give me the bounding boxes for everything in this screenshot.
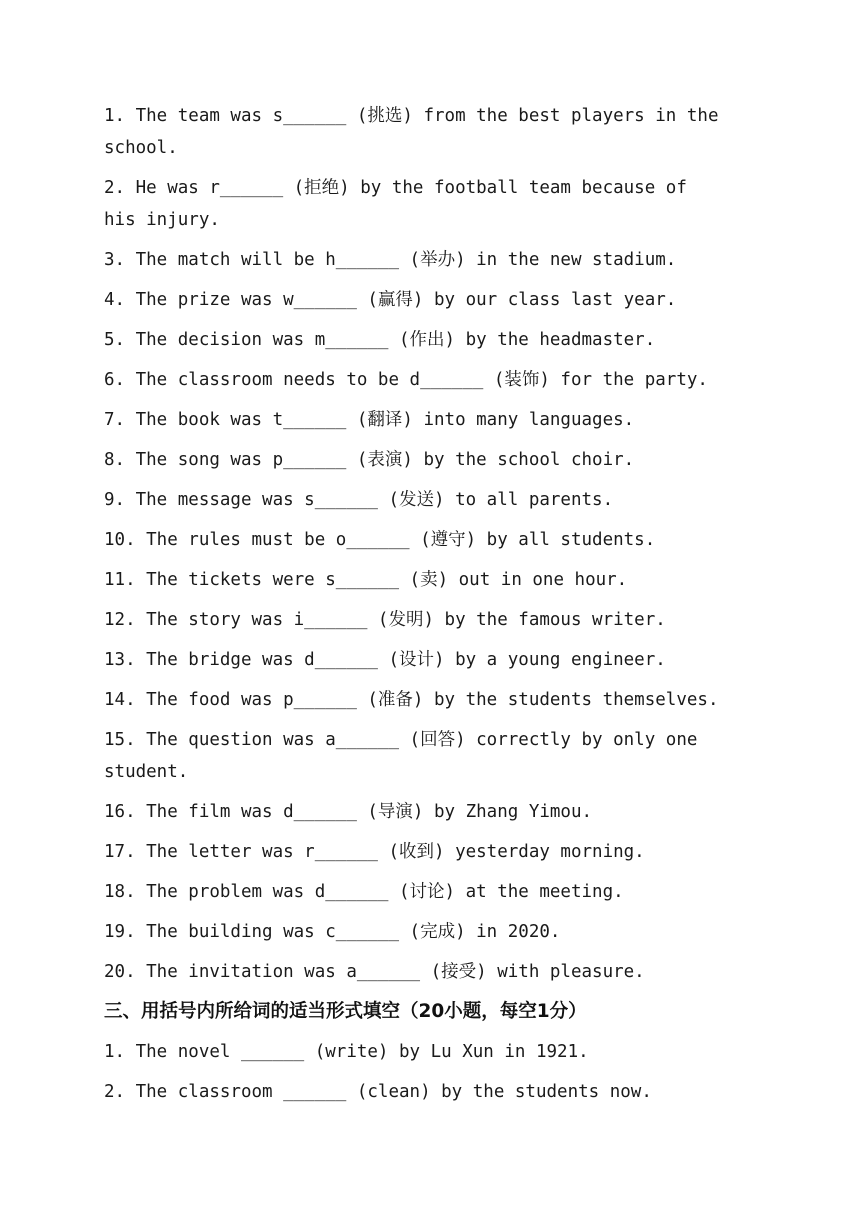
question-item: 13. The bridge was d______ (设计) by a young engineer. bbox=[104, 650, 666, 670]
question-item: 2. The classroom ______ (clean) by the students now. bbox=[104, 1082, 652, 1102]
question-item: 11. The tickets were s______ (卖) out in one hour. bbox=[104, 570, 628, 590]
section-heading: 三、用括号内所给词的适当形式填空（20小题，每空1分） bbox=[104, 1001, 587, 1022]
question-item: 15. The question was a______ (回答) correctly by only one student. bbox=[104, 730, 698, 782]
part2-question-list bbox=[104, 100, 724, 988]
question-item: 19. The building was c______ (完成) in 2020. bbox=[104, 922, 561, 942]
question-item: 3. The match will be h______ (举办) in the new stadium. bbox=[104, 250, 677, 270]
question-item: 5. The decision was m______ (作出) by the headmaster. bbox=[104, 330, 656, 350]
question-item: 6. The classroom needs to be d______ (装饰) for the party. bbox=[104, 370, 708, 390]
question-item: 17. The letter was r______ (收到) yesterday morning. bbox=[104, 842, 645, 862]
question-item: 20. The invitation was a______ (接受) with pleasure. bbox=[104, 962, 645, 982]
question-item: 4. The prize was w______ (赢得) by our class last year. bbox=[104, 290, 677, 310]
question-item: 18. The problem was d______ (讨论) at the meeting. bbox=[104, 882, 624, 902]
question-item: 12. The story was i______ (发明) by the famous writer. bbox=[104, 610, 666, 630]
question-item: 9. The message was s______ (发送) to all parents. bbox=[104, 490, 614, 510]
worksheet-page bbox=[104, 100, 724, 1116]
question-item: 1. The novel ______ (write) by Lu Xun in 1921. bbox=[104, 1042, 589, 1062]
question-item: 1. The team was s______ (挑选) from the best players in the school. bbox=[104, 106, 719, 158]
question-item: 7. The book was t______ (翻译) into many languages. bbox=[104, 410, 635, 430]
question-item: 16. The film was d______ (导演) by Zhang Yimou. bbox=[104, 802, 593, 822]
question-item: 10. The rules must be o______ (遵守) by all students. bbox=[104, 530, 656, 550]
question-item: 14. The food was p______ (准备) by the students themselves. bbox=[104, 690, 719, 710]
question-item: 8. The song was p______ (表演) by the school choir. bbox=[104, 450, 635, 470]
section3-question-list bbox=[104, 1036, 724, 1108]
question-item: 2. He was r______ (拒绝) by the football team because of his injury. bbox=[104, 178, 687, 230]
